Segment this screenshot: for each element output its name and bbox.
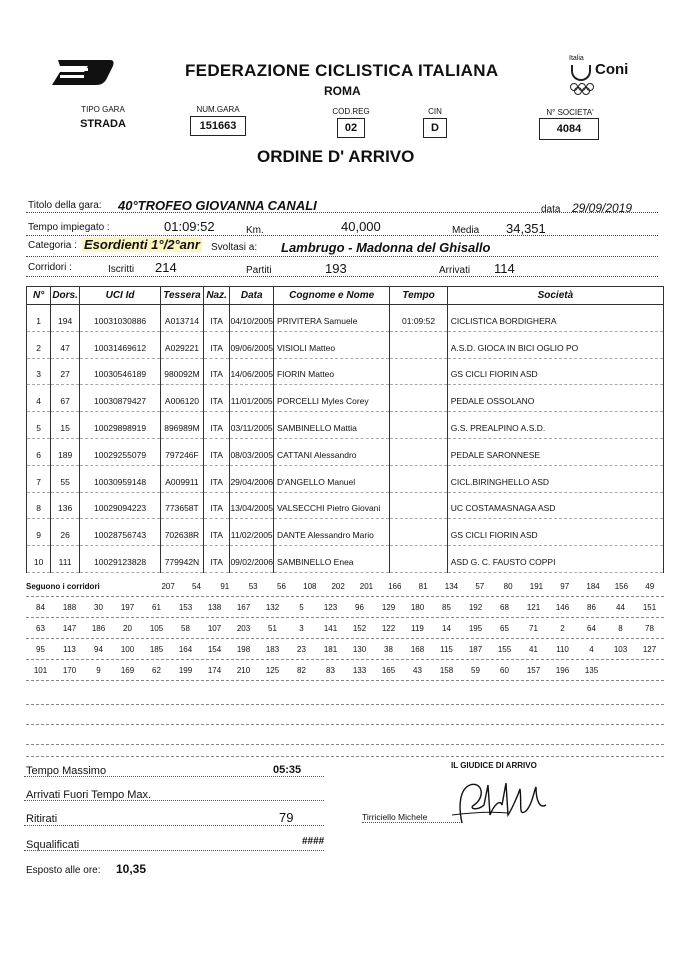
cell-nome: D'ANGELLO Manuel <box>273 465 389 492</box>
cell-num: 8 <box>27 492 51 519</box>
follower-number: 9 <box>96 666 101 675</box>
follower-number: 203 <box>236 624 251 633</box>
cin-label: CIN <box>428 107 442 116</box>
iscritti-label: Iscritti <box>108 264 135 275</box>
follower-number: 166 <box>388 582 402 591</box>
city: ROMA <box>324 84 361 98</box>
follower-number: 164 <box>178 645 193 654</box>
cell-num: 2 <box>27 331 51 358</box>
follower-number: 165 <box>381 666 396 675</box>
cell-tessera: 797246F <box>161 438 204 465</box>
follower-number: 191 <box>529 582 544 591</box>
follower-number: 23 <box>297 645 306 654</box>
follower-number: 62 <box>152 666 161 675</box>
follower-number: 51 <box>268 624 277 633</box>
cell-uci: 10029255079 <box>80 438 161 465</box>
follower-number: 154 <box>207 645 222 654</box>
cell-num: 10 <box>27 546 51 573</box>
follower-number: 30 <box>94 603 103 612</box>
cell-societa: PEDALE SARONNESE <box>447 438 663 465</box>
follower-number: 184 <box>586 582 600 591</box>
cell-tessera: 896989M <box>161 412 204 439</box>
cell-data: 08/03/2005 <box>230 438 274 465</box>
results-table <box>26 286 664 573</box>
follower-number: 43 <box>413 666 422 675</box>
follower-number: 59 <box>471 666 480 675</box>
cell-uci: 10029123828 <box>80 546 161 573</box>
follower-number: 65 <box>500 624 509 633</box>
tipo-gara-label: TIPO GARA <box>81 105 125 114</box>
cell-nome: CATTANI Alessandro <box>273 438 389 465</box>
follower-number: 83 <box>326 666 335 675</box>
follower-number: 108 <box>303 582 317 591</box>
follower-number: 20 <box>123 624 132 633</box>
follower-number: 81 <box>418 582 428 591</box>
followers-row <box>26 619 664 639</box>
follower-number: 155 <box>497 645 512 654</box>
table-header <box>27 287 664 305</box>
cell-societa: GS CICLI FIORIN ASD <box>447 519 663 546</box>
cell-num: 1 <box>27 305 51 332</box>
cell-data: 11/02/2005 <box>230 519 274 546</box>
cell-num: 3 <box>27 358 51 385</box>
cell-tessera: A013714 <box>161 305 204 332</box>
col-societa: Società <box>447 287 663 305</box>
cell-tessera: A029221 <box>161 331 204 358</box>
cell-naz: ITA <box>203 331 230 358</box>
follower-number: 113 <box>63 645 76 654</box>
cell-dors: 111 <box>51 546 80 573</box>
follower-number: 119 <box>411 624 424 633</box>
follower-number: 195 <box>468 624 483 633</box>
luogo-value: Lambrugo - Madonna del Ghisallo <box>281 240 491 255</box>
media-value: 34,351 <box>506 221 546 236</box>
cell-societa: G.S. PREALPINO A.S.D. <box>447 412 663 439</box>
cell-tempo <box>390 519 447 546</box>
col-nome: Cognome e Nome <box>273 287 389 305</box>
cell-tempo <box>390 546 447 573</box>
cell-societa: CICLISTICA BORDIGHERA <box>447 305 663 332</box>
cell-tessera: 702638R <box>161 519 204 546</box>
follower-number: 135 <box>584 666 599 675</box>
cell-dors: 189 <box>51 438 80 465</box>
esposto-value: 10,35 <box>116 862 147 876</box>
follower-number: 95 <box>36 645 45 654</box>
follower-number: 91 <box>220 582 230 591</box>
cell-nome: VALSECCHI Pietro Giovani <box>273 492 389 519</box>
cell-naz: ITA <box>203 385 230 412</box>
follower-number: 8 <box>618 624 623 633</box>
cell-tempo <box>390 492 447 519</box>
cell-naz: ITA <box>203 305 230 332</box>
tempo-max-label: Tempo Massimo <box>26 765 107 777</box>
cell-nome: PRIVITERA Samuele <box>273 305 389 332</box>
follower-number: 54 <box>192 582 201 591</box>
follower-number: 167 <box>236 603 251 612</box>
cell-dors: 26 <box>51 519 80 546</box>
cell-nome: DANTE Alessandro Mario <box>273 519 389 546</box>
follower-number: 68 <box>500 603 509 612</box>
arrivati-label: Arrivati <box>439 265 471 276</box>
follower-number: 125 <box>265 666 280 675</box>
cell-tempo <box>390 331 447 358</box>
cell-data: 09/02/2006 <box>230 546 274 573</box>
cell-data: 13/04/2005 <box>230 492 274 519</box>
follower-number: 122 <box>381 624 396 633</box>
follower-number: 38 <box>384 645 393 654</box>
follower-number: 134 <box>444 582 459 591</box>
follower-number: 170 <box>62 666 77 675</box>
blank-line <box>26 705 664 725</box>
cell-uci: 10030959148 <box>80 465 161 492</box>
km-label: Km. <box>246 225 264 236</box>
follower-number: 141 <box>323 624 338 633</box>
follower-number: 107 <box>207 624 222 633</box>
cell-dors: 15 <box>51 412 80 439</box>
esposto-label: Esposto alle ore: <box>26 865 101 876</box>
cell-uci: 10028756743 <box>80 519 161 546</box>
follower-number: 183 <box>265 645 280 654</box>
page-title: ORDINE D' ARRIVO <box>257 147 415 166</box>
cell-uci: 10031469612 <box>80 331 161 358</box>
follower-number: 101 <box>33 666 48 675</box>
cell-societa: UC COSTAMASNAGA ASD <box>447 492 663 519</box>
tempo-max-value: 05:35 <box>273 764 302 776</box>
cell-uci: 10030546189 <box>80 358 161 385</box>
col-naz: Naz. <box>203 287 230 305</box>
follower-number: 60 <box>500 666 509 675</box>
follower-number: 196 <box>555 666 570 675</box>
follower-number: 82 <box>297 666 306 675</box>
follower-number: 207 <box>161 582 175 591</box>
col-num: N° <box>27 287 51 305</box>
followers-row <box>26 577 664 597</box>
partiti-label: Partiti <box>246 265 272 276</box>
tempo-value: 01:09:52 <box>164 219 215 234</box>
cell-num: 5 <box>27 412 51 439</box>
cod-reg-box: 02 <box>337 118 365 138</box>
followers-row <box>26 661 664 681</box>
follower-number: 100 <box>120 645 135 654</box>
follower-number: 198 <box>236 645 251 654</box>
follower-number: 192 <box>468 603 483 612</box>
categoria-label: Categoria : <box>28 240 77 251</box>
follower-number: 57 <box>475 582 485 591</box>
squalificati-value: #### <box>302 836 325 847</box>
follower-number: 85 <box>442 603 451 612</box>
ritirati-value: 79 <box>279 810 294 825</box>
follower-number: 187 <box>468 645 483 654</box>
follower-number: 132 <box>265 603 280 612</box>
partiti-value: 193 <box>325 261 347 276</box>
follower-number: 97 <box>560 582 570 591</box>
cell-naz: ITA <box>203 412 230 439</box>
table-row <box>27 519 664 546</box>
follower-number: 169 <box>120 666 135 675</box>
km-value: 40,000 <box>341 219 381 234</box>
follower-number: 105 <box>149 624 164 633</box>
num-gara-box: 151663 <box>190 116 246 136</box>
table-row <box>27 305 664 332</box>
iscritti-value: 214 <box>155 260 177 275</box>
tempo-label: Tempo impiegato : <box>28 222 110 233</box>
follower-number: 151 <box>642 603 657 612</box>
titolo-label: Titolo della gara: <box>28 200 102 211</box>
data-value: 29/09/2019 <box>572 201 633 215</box>
follower-number: 152 <box>352 624 367 633</box>
cell-tempo <box>390 358 447 385</box>
follower-number: 64 <box>587 624 596 633</box>
follower-number: 78 <box>645 624 654 633</box>
corridori-label: Corridori : <box>28 262 72 273</box>
follower-number: 133 <box>352 666 367 675</box>
cell-data: 09/06/2005 <box>230 331 274 358</box>
table-row <box>27 492 664 519</box>
cell-uci: 10031030886 <box>80 305 161 332</box>
col-tempo: Tempo <box>390 287 447 305</box>
data-label: data <box>541 204 561 215</box>
cell-tempo <box>390 412 447 439</box>
cell-uci: 10029094223 <box>80 492 161 519</box>
coni-logo <box>567 55 637 97</box>
follower-number: 146 <box>555 603 570 612</box>
olympic-rings-icon <box>569 83 595 95</box>
num-gara-label: NUM.GARA <box>196 105 240 114</box>
giudice-name: Tirriciello Michele <box>362 812 428 822</box>
cell-societa: CICL.BIRINGHELLO ASD <box>447 465 663 492</box>
cell-societa: GS CICLI FIORIN ASD <box>447 358 663 385</box>
follower-number: 180 <box>410 603 425 612</box>
org-title: FEDERAZIONE CICLISTICA ITALIANA <box>185 61 499 80</box>
follower-number: 110 <box>556 645 569 654</box>
cell-nome: SAMBINELLO Mattia <box>273 412 389 439</box>
cell-num: 6 <box>27 438 51 465</box>
follower-number: 53 <box>248 582 258 591</box>
num-societa-box: 4084 <box>539 118 599 140</box>
table-row <box>27 546 664 573</box>
cell-tessera: A009911 <box>161 465 204 492</box>
ritirati-label: Ritirati <box>26 813 58 825</box>
cell-nome: SAMBINELLO Enea <box>273 546 389 573</box>
cell-naz: ITA <box>203 438 230 465</box>
follower-number: 202 <box>331 582 345 591</box>
col-tessera: Tessera <box>161 287 204 305</box>
follower-number: 201 <box>359 582 374 591</box>
cin-box: D <box>423 118 447 138</box>
fci-logo <box>50 58 116 86</box>
table-row <box>27 385 664 412</box>
cell-naz: ITA <box>203 465 230 492</box>
cell-societa: PEDALE OSSOLANO <box>447 385 663 412</box>
cod-reg-label: COD.REG <box>332 107 370 116</box>
giudice-label: IL GIUDICE DI ARRIVO <box>451 761 537 770</box>
follower-number: 185 <box>149 645 164 654</box>
cell-dors: 67 <box>51 385 80 412</box>
table-row <box>27 358 664 385</box>
table-row <box>27 438 664 465</box>
cell-tempo: 01:09:52 <box>390 305 447 332</box>
follower-number: 56 <box>277 582 286 591</box>
squalificati-label: Squalificati <box>26 839 80 851</box>
titolo-value: 40°TROFEO GIOVANNA CANALI <box>118 198 317 213</box>
follower-number: 71 <box>529 624 538 633</box>
col-data: Data <box>230 287 274 305</box>
follower-number: 49 <box>645 582 655 591</box>
follower-number: 103 <box>613 645 628 654</box>
blank-line <box>26 745 664 757</box>
blank-line <box>26 685 664 705</box>
cell-nome: VISIOLI Matteo <box>273 331 389 358</box>
col-uci: UCI Id <box>80 287 161 305</box>
follower-number: 197 <box>120 603 135 612</box>
cell-data: 03/11/2005 <box>230 412 274 439</box>
cell-data: 29/04/2006 <box>230 465 274 492</box>
cell-uci: 10030879427 <box>80 385 161 412</box>
follower-number: 5 <box>299 603 304 612</box>
cell-dors: 136 <box>51 492 80 519</box>
cell-dors: 27 <box>51 358 80 385</box>
cell-tempo <box>390 385 447 412</box>
table-row <box>27 331 664 358</box>
follower-number: 14 <box>442 624 451 633</box>
cell-num: 7 <box>27 465 51 492</box>
follower-number: 61 <box>152 603 161 612</box>
follower-number: 157 <box>526 666 541 675</box>
follower-number: 168 <box>410 645 425 654</box>
cell-tessera: A006120 <box>161 385 204 412</box>
follower-number: 2 <box>560 624 565 633</box>
follower-number: 147 <box>62 624 77 633</box>
follower-number: 129 <box>381 603 396 612</box>
cell-tempo <box>390 438 447 465</box>
follower-number: 94 <box>94 645 103 654</box>
follower-number: 186 <box>91 624 106 633</box>
cell-data: 11/01/2005 <box>230 385 274 412</box>
blank-line <box>26 725 664 745</box>
follower-number: 156 <box>614 582 629 591</box>
cell-naz: ITA <box>203 492 230 519</box>
follower-number: 63 <box>36 624 45 633</box>
follower-number: 96 <box>355 603 364 612</box>
cell-dors: 47 <box>51 331 80 358</box>
follower-number: 199 <box>178 666 193 675</box>
signature <box>448 775 553 830</box>
cell-nome: PORCELLI Myles Corey <box>273 385 389 412</box>
svolta-label: Svoltasi a: <box>211 242 258 253</box>
follower-number: 86 <box>587 603 596 612</box>
follower-number: 3 <box>299 624 304 633</box>
follower-number: 41 <box>529 645 538 654</box>
num-societa-label: N° SOCIETA' <box>546 108 594 117</box>
follower-number: 115 <box>440 645 453 654</box>
cell-naz: ITA <box>203 519 230 546</box>
followers-row <box>26 640 664 660</box>
cell-nome: FIORIN Matteo <box>273 358 389 385</box>
followers-label: Seguono i corridori <box>26 582 100 591</box>
follower-number: 181 <box>323 645 338 654</box>
cell-tessera: 980092M <box>161 358 204 385</box>
cell-num: 4 <box>27 385 51 412</box>
cell-naz: ITA <box>203 358 230 385</box>
follower-number: 4 <box>589 645 594 654</box>
follower-number: 174 <box>207 666 222 675</box>
follower-number: 130 <box>352 645 367 654</box>
cell-naz: ITA <box>203 546 230 573</box>
cell-num: 9 <box>27 519 51 546</box>
follower-number: 188 <box>62 603 77 612</box>
cell-dors: 194 <box>51 305 80 332</box>
cell-tessera: 773658T <box>161 492 204 519</box>
cell-societa: A.S.D. GIOCA IN BICI OGLIO PO <box>447 331 663 358</box>
cell-dors: 55 <box>51 465 80 492</box>
cell-uci: 10029898919 <box>80 412 161 439</box>
follower-number: 127 <box>642 645 657 654</box>
cell-tempo <box>390 465 447 492</box>
follower-number: 123 <box>323 603 338 612</box>
follower-number: 84 <box>36 603 45 612</box>
follower-number: 153 <box>178 603 193 612</box>
follower-number: 158 <box>439 666 454 675</box>
coni-text: Coni <box>595 61 629 78</box>
cell-tessera: 779942N <box>161 546 204 573</box>
fuori-tempo-label: Arrivati Fuori Tempo Max. <box>26 789 152 801</box>
table-row <box>27 465 664 492</box>
follower-number: 80 <box>503 582 513 591</box>
follower-number: 58 <box>181 624 190 633</box>
cell-data: 04/10/2005 <box>230 305 274 332</box>
tipo-gara-value: STRADA <box>80 118 126 130</box>
followers-row <box>26 598 664 618</box>
categoria-value: Esordienti 1°/2°anr <box>84 237 200 252</box>
media-label: Media <box>452 225 480 236</box>
follower-number: 138 <box>207 603 222 612</box>
follower-number: 121 <box>526 603 541 612</box>
cell-data: 14/06/2005 <box>230 358 274 385</box>
table-row <box>27 412 664 439</box>
arrivati-value: 114 <box>494 261 515 276</box>
follower-number: 44 <box>616 603 625 612</box>
cell-societa: ASD G. C. FAUSTO COPPI <box>447 546 663 573</box>
col-dors: Dors. <box>51 287 80 305</box>
coni-small-text: Italia <box>569 55 584 62</box>
follower-number: 210 <box>236 666 251 675</box>
